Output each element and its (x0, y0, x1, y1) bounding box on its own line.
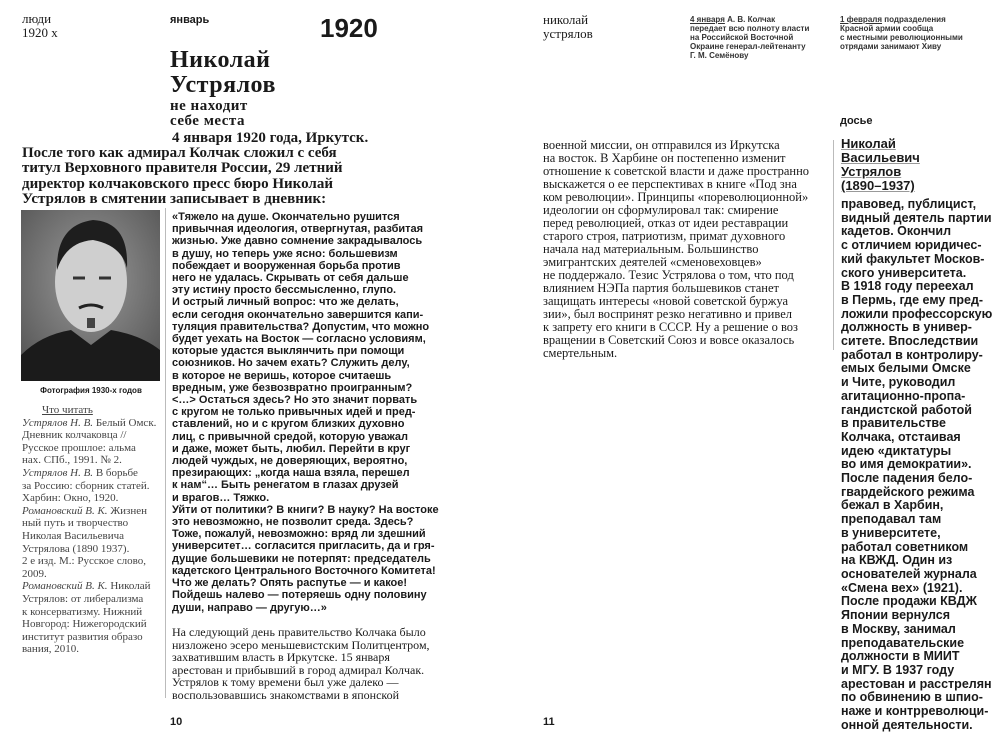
reading-line: за Россию: сборник статей. (22, 479, 150, 492)
text-line: эту истину просто бессмысленно, глупо. (172, 284, 397, 297)
text-line: емых белыми Омске (841, 361, 971, 376)
text-line: основателей журнала (841, 566, 977, 581)
dossier-label: досье (840, 115, 873, 127)
further-reading (22, 404, 156, 656)
further-reading-list (22, 417, 156, 656)
reading-line: Харбин: Окно, 1920. (22, 492, 119, 505)
text-line: военной миссии, он отправился из Иркутска (543, 138, 780, 152)
text-line: должность в универ- (841, 320, 972, 335)
reading-line: Устрялов Н. В. В борьбе (22, 466, 138, 479)
text-line: агитационно-пропа- (841, 388, 966, 403)
running-header-section (22, 12, 58, 40)
reading-line: Устрялов Н. В. Белый Омск. (22, 416, 157, 429)
reading-line: Устрялов: от либерализма (22, 592, 144, 605)
text-line: В 1918 году переехал (841, 279, 974, 294)
text-line: правовед, публицист, (841, 197, 977, 211)
photo-caption: Фотография 1930-х годов (40, 386, 142, 395)
text-line: Устрялов (170, 72, 276, 98)
text-line: старого строя, патриотизм, примат духовного (543, 229, 786, 243)
text-line: наже и контрреволюци- (841, 704, 989, 719)
text-line: влиянием НЭПа партия большевиков станет (543, 281, 779, 295)
text-line: к запрету его книги в СССР. Ну а решение о воз (543, 320, 798, 334)
text-line: дущие большевики не потерпят: председатель (172, 552, 431, 565)
text-line: в Москву, занимал (841, 621, 956, 636)
text-line: Тоже, пожалуй, невозможно: вряд ли здешний (172, 528, 426, 541)
text-line: жизнью. Уже давно сомнение закрадывалось (172, 235, 423, 248)
text-line: ситете. Впоследствии (841, 334, 979, 349)
timeline-event (840, 15, 963, 51)
text-line: которые удастся выклянчить при помощи (172, 345, 405, 358)
text-line: с кругом не только привычных идей и пред- (172, 406, 416, 419)
column-rule (165, 208, 166, 698)
text-line: Николай (841, 136, 896, 151)
text-line: онной деятельности. (841, 717, 973, 732)
body-paragraph (172, 626, 430, 702)
text-line: отношение к советской власти и даже пространно (543, 164, 810, 178)
reading-line: нах. СПб., 1991. № 2. (22, 454, 122, 467)
event-text: Г. М. Семёнову (690, 51, 749, 60)
text-line: бежал в Харбин, (841, 498, 944, 513)
text-line: союзников. Но зачем ехать? Служить делу, (172, 357, 410, 370)
reading-line: Романовский В. К. Николай (22, 580, 151, 593)
text-line: и Чите, руководил (841, 375, 956, 390)
text-line: Устрялов (841, 164, 902, 179)
text-line: Пойдешь налево — потеряешь одну половину (172, 589, 427, 602)
text-line: к нам“… Быть ренегатом в глазах друзей (172, 479, 399, 492)
text-line: преподавал там (841, 512, 942, 527)
text-line: и даже, может быть, любил. Перейти в круг (172, 442, 411, 455)
text-line: После продажи КВДЖ (841, 594, 977, 609)
text-line: И острый личный вопрос: что же делать, (172, 296, 399, 309)
text-line: ского университета. (841, 265, 967, 280)
body-paragraph (543, 139, 809, 360)
text-line: (1890–1937) (841, 178, 915, 193)
text-line: защищать интересы «новой советской буржуа (543, 294, 789, 308)
reading-line: институт развития образо (22, 630, 143, 643)
text-line: будет уехать на Восток — согласно условиям, (172, 333, 426, 346)
text-line: не поддержало. Тезис Устрялова о том, что под (543, 268, 794, 282)
text-line: ставлений, но и с кругом близких духовно (172, 418, 405, 431)
text-line: ложили профессорскую (841, 306, 993, 321)
text-line: вращении в Советский Союз и вовсе оказалось (543, 333, 795, 347)
diary-quote (172, 211, 439, 614)
reading-line: ный путь и творчество (22, 517, 129, 530)
text-line: арестован и прибывший в город адмирал Колчак. (172, 662, 425, 677)
text-line: эмигрантских деятелей «сменовеховцев» (543, 255, 762, 269)
article-title (170, 48, 276, 98)
text-line: Японии вернулся (841, 608, 951, 623)
portrait-image (21, 210, 160, 381)
event-text: подразделения (884, 15, 946, 24)
text-line: выскажется о ее перспективах в книге «Под зна (543, 177, 797, 191)
dossier-text (841, 198, 992, 732)
text-line: перед революцией, отказ от идеи реставрации (543, 216, 789, 230)
event-date: 4 января (690, 15, 725, 24)
text-line: в душу, но теперь уже ясно: большевизм (172, 247, 398, 260)
text-line: директор колчаковского пресс бюро Николай (22, 175, 333, 192)
text-line: устрялов (543, 26, 593, 41)
dossier-name (841, 137, 920, 193)
reading-line: 2009. (22, 567, 47, 580)
text-line: в которое не веришь, которое считаешь (172, 369, 392, 382)
text-line: начала над материальным. Большинство (543, 242, 759, 256)
text-line: если сегодня окончательно завершится капи- (172, 308, 424, 321)
event-text: Красной армии сообща (840, 24, 934, 33)
text-line: с отличием юридичес- (841, 238, 982, 253)
text-line: привычная идеология, отвергнутая, разбитая (172, 223, 424, 236)
text-line: гандистской работой (841, 402, 972, 417)
text-line: вредным, уже безвозвратно проигранным? (172, 381, 413, 394)
column-rule (833, 140, 834, 350)
text-line: кадетского Центрального Восточного Комитета! (172, 564, 436, 577)
month-label: январь (170, 14, 210, 26)
text-line: презирающих: „когда наша взяла, перешел (172, 467, 410, 480)
page-number: 11 (543, 716, 555, 728)
text-line: видный деятель партии (841, 210, 992, 225)
text-line: Что же делать? Опять распутье — и какое! (172, 577, 408, 590)
reading-line: Романовский В. К. Жизнен (22, 504, 148, 517)
text-line: «Тяжело на душе. Окончательно рушится (172, 211, 400, 223)
lead-paragraph (22, 131, 368, 207)
event-date: 1 февраля (840, 15, 883, 24)
text-line: Устрялов к тому времени был уже далеко — (172, 675, 399, 690)
text-line: работал в контролиру- (841, 347, 983, 362)
reading-line: к консерватизму. Нижний (22, 605, 143, 618)
text-line: низложено эсеро меньшевистским Политцентром, (172, 637, 430, 652)
event-text: на Российской Восточной (690, 33, 794, 42)
text-line: Николай (170, 47, 271, 73)
further-reading-title: Что читать (42, 404, 93, 416)
text-line: лиц, с привычной средой, которую уважал (172, 430, 408, 443)
text-line: 4 января 1920 года, Иркутск. (172, 130, 369, 146)
text-line: Васильевич (841, 150, 920, 165)
text-line: захватившим власть в Иркутске. 15 января (172, 650, 390, 665)
text-line: это невозможно, не позволит среда. Здесь? (172, 516, 414, 529)
reading-line: 2 е изд. М.: Русское слово, (22, 555, 147, 568)
text-line: на КВЖД. Один из (841, 553, 953, 568)
text-line: работал советником (841, 539, 969, 554)
text-line: На следующий день правительство Колчака было (172, 625, 426, 639)
text-line: него не удалась. Скрывать от себя дальше (172, 272, 409, 285)
text-line: зии», был воспринят резко негативно и привел (543, 307, 792, 321)
text-line: кадетов. Окончил (841, 224, 952, 239)
text-line: титул Верховного правителя России, 29 летний (22, 160, 343, 177)
page-number: 10 (170, 716, 183, 728)
text-line: не находит (170, 98, 248, 114)
reading-line: вания, 2010. (22, 643, 80, 656)
text-line: и МГУ. В 1937 году (841, 662, 955, 677)
text-line: во имя демократии». (841, 457, 972, 472)
text-line: идею «диктатуры (841, 443, 952, 458)
text-line: гвардейского режима (841, 484, 975, 499)
article-subtitle (170, 99, 248, 129)
text-line: в университете, (841, 525, 941, 540)
text-line: 1920 х (22, 25, 58, 40)
text-line: Устрялов в смятении записывает в дневник: (22, 190, 327, 207)
reading-line: Новгород: Нижегородский (22, 618, 147, 631)
text-line: После падения бело- (841, 471, 973, 486)
text-line: в Пермь, где ему пред- (841, 292, 984, 307)
reading-line: Устрялова (1890 1937). (22, 542, 130, 555)
reading-line: Николая Васильевича (22, 529, 125, 542)
year-heading: 1920 (320, 13, 378, 43)
text-line: себе места (170, 113, 245, 129)
text-line: должности в МИИТ (841, 649, 960, 664)
text-line: воспользовавшись знакомствами в японской (172, 687, 400, 702)
portrait-photo (21, 210, 160, 381)
text-line: арестован и расстрелян (841, 676, 992, 691)
text-line: Уйти от политики? В книги? В науку? На востоке (172, 503, 439, 516)
text-line: ком революции». Принципы «пореволюционной» (543, 190, 809, 204)
text-line: <…> Остаться здесь? Но это значит порвать (172, 394, 418, 407)
event-text: А. В. Колчак (727, 15, 776, 24)
text-line: на восток. В Харбине он постепенно изменит (543, 151, 786, 165)
reading-line: Дневник колчаковца // (22, 429, 127, 442)
text-line: смертельным. (543, 346, 618, 360)
text-line: Колчака, отстаивая (841, 429, 961, 444)
event-text: отрядами занимают Хиву (840, 42, 942, 51)
event-text: передает всю полноту власти (690, 24, 810, 33)
text-line: туляция правительства? Допустим, что можно (172, 320, 430, 333)
text-line: в правительстве (841, 416, 946, 431)
reading-line: Русское прошлое: альма (22, 441, 136, 454)
text-line: университет… согласится пригласить, да и гря- (172, 540, 435, 553)
text-line: После того как адмирал Колчак сложил с себя (22, 145, 337, 162)
text-line: по обвинению в шпио- (841, 690, 983, 705)
text-line: идеологии он сформулировал так: смирение (543, 203, 779, 217)
text-line: души, направо — другую…» (172, 601, 327, 614)
text-line: побеждает и вооруженная борьба против (172, 259, 401, 272)
event-text: с местными революционными (840, 33, 963, 42)
text-line: людей чуждых, не доверяющих, вероятно, (172, 455, 408, 468)
text-line: и врагов… Тяжко. (172, 491, 270, 504)
event-text: Окраине генерал-лейтенанту (690, 42, 806, 51)
running-header-name (543, 13, 593, 41)
timeline-event (690, 15, 809, 60)
text-line: «Смена вех» (1921). (841, 580, 963, 595)
text-line: николай (543, 12, 589, 27)
text-line: кий факультет Москов- (841, 251, 985, 266)
text-line: люди (22, 11, 52, 26)
text-line: преподавательские (841, 635, 965, 650)
